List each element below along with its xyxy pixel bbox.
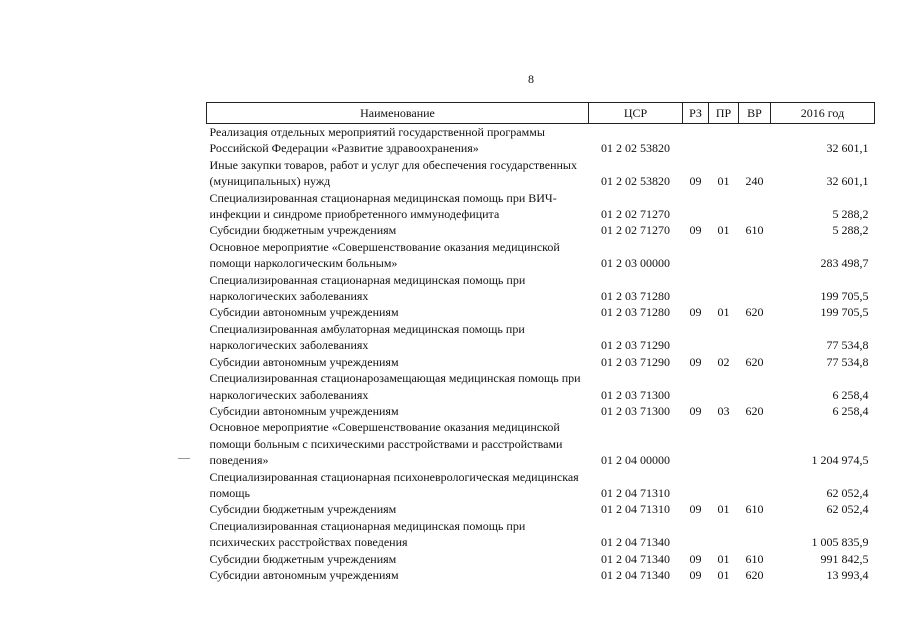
row-name: Специализированная стационарозамещающая медицинская помощь при наркологических заболеваниях [209,371,581,402]
row-vr: 610 [745,551,764,566]
row-pr [709,124,739,157]
row-pr [709,370,739,403]
row-pr [709,321,739,354]
table-row [207,239,875,272]
row-pr: 01 [717,567,730,582]
row-rz: 09 [689,305,702,320]
table-row [207,190,875,223]
row-name: Субсидии автономным учреждениям [209,403,399,418]
row-pr: 01 [717,174,730,189]
row-vr: 620 [745,354,764,369]
row-amount: 13 993,4 [826,567,869,582]
row-vr [739,469,771,502]
row-vr [739,518,771,551]
row-amount: 5 288,2 [832,223,869,238]
row-csr: 01 2 04 71340 [601,535,670,550]
row-rz: 09 [689,403,702,418]
row-amount: 1 005 835,9 [811,535,869,550]
header-pr: ПР [709,103,739,124]
table-row [207,419,875,468]
row-rz: 09 [689,223,702,238]
row-name: Субсидии бюджетным учреждениям [209,223,397,238]
header-csr: ЦСР [589,103,683,124]
row-csr: 01 2 03 71300 [601,403,670,418]
table-body [207,124,875,584]
row-csr: 01 2 02 53820 [601,141,670,156]
table-row [207,567,875,583]
row-csr: 01 2 02 53820 [601,174,670,189]
table-row [207,551,875,567]
row-vr [739,239,771,272]
row-csr: 01 2 02 71270 [601,207,670,222]
row-name: Специализированная стационарная психоневрологическая медицинская помощь [209,469,579,500]
budget-table [206,102,875,583]
table-row [207,304,875,320]
table-row [207,222,875,238]
row-amount: 1 204 974,5 [811,453,869,468]
row-amount: 199 705,5 [820,305,869,320]
row-amount: 5 288,2 [832,207,869,222]
row-csr: 01 2 02 71270 [601,223,670,238]
row-rz: 09 [689,567,702,582]
row-amount: 6 258,4 [832,387,869,402]
row-amount: 62 052,4 [826,502,869,517]
row-csr: 01 2 03 71280 [601,305,670,320]
row-vr [739,272,771,305]
row-vr [739,321,771,354]
row-vr [739,124,771,157]
row-name: Основное мероприятие «Совершенствование оказания медицинской помощи больным с психическими расстройствами и расстройствами поведения» [209,420,563,468]
header-year: 2016 год [771,103,875,124]
row-name: Субсидии автономным учреждениям [209,354,399,369]
row-rz: 09 [689,354,702,369]
row-name: Специализированная стационарная медицинская помощь при психических расстройствах поведения [209,518,526,550]
row-amount: 62 052,4 [826,485,869,500]
table-row [207,469,875,502]
row-csr: 01 2 04 00000 [601,453,670,468]
row-csr: 01 2 03 71280 [601,289,670,304]
row-csr: 01 2 03 00000 [601,256,670,271]
row-pr [709,419,739,468]
row-rz [683,124,709,157]
row-vr [739,419,771,468]
row-amount: 283 498,7 [820,256,869,271]
row-vr: 620 [745,403,764,418]
row-vr: 620 [745,567,764,582]
row-rz [683,370,709,403]
row-csr: 01 2 03 71290 [601,354,670,369]
row-rz: 09 [689,502,702,517]
row-csr: 01 2 04 71340 [601,551,670,566]
row-name: Специализированная стационарная медицинская помощь при наркологических заболеваниях [209,272,526,304]
row-pr: 01 [717,305,730,320]
row-name: Субсидии бюджетным учреждениям [209,551,397,566]
row-amount: 199 705,5 [820,289,869,304]
header-vr: ВР [739,103,771,124]
row-vr: 240 [745,174,764,189]
row-amount: 77 534,8 [826,338,869,353]
row-rz [683,518,709,551]
row-pr: 01 [717,223,730,238]
row-rz [683,190,709,223]
row-pr [709,469,739,502]
row-rz [683,321,709,354]
row-rz [683,419,709,468]
table-row [207,124,875,157]
row-csr: 01 2 03 71290 [601,338,670,353]
row-rz: 09 [689,174,702,189]
table-row [207,354,875,370]
row-amount: 32 601,1 [826,174,869,189]
row-pr [709,239,739,272]
row-csr: 01 2 04 71340 [601,567,670,582]
table-row [207,403,875,419]
row-csr: 01 2 03 71300 [601,387,670,402]
table-row [207,370,875,403]
row-vr: 610 [745,223,764,238]
row-pr: 02 [717,354,730,369]
row-rz [683,272,709,305]
table-row [207,157,875,190]
table-row [207,518,875,551]
row-vr [739,370,771,403]
row-name: Субсидии бюджетным учреждениям [209,502,397,517]
row-csr: 01 2 04 71310 [601,485,670,500]
table-header [207,103,875,124]
header-name: Наименование [207,103,589,124]
margin-mark [178,458,190,459]
table-row [207,272,875,305]
row-name: Иные закупки товаров, работ и услуг для обеспечения государственных (муниципальных) нужд [209,157,577,189]
row-amount: 991 842,5 [820,551,869,566]
row-name: Субсидии автономным учреждениям [209,567,399,582]
row-vr: 610 [745,502,764,517]
table-row [207,321,875,354]
row-pr: 01 [717,502,730,517]
page-number: 8 [528,72,534,86]
row-name: Основное мероприятие «Совершенствование оказания медицинской помощи наркологическим больным» [209,239,560,271]
row-pr [709,190,739,223]
row-amount: 32 601,1 [826,141,869,156]
row-csr: 01 2 04 71310 [601,502,670,517]
row-rz [683,239,709,272]
row-name: Специализированная стационарная медицинская помощь при ВИЧ-инфекции и синдроме приобретенного иммунодефицита [209,190,557,222]
row-name: Реализация отдельных мероприятий государственной программы Российской Федерации «Развитие здравоохранения» [209,125,545,156]
row-amount: 77 534,8 [826,354,869,369]
row-rz: 09 [689,551,702,566]
row-pr: 01 [717,551,730,566]
row-pr: 03 [717,403,730,418]
row-pr [709,518,739,551]
row-amount: 6 258,4 [832,403,869,418]
row-vr [739,190,771,223]
row-vr: 620 [745,305,764,320]
row-pr [709,272,739,305]
table-row [207,501,875,517]
row-rz [683,469,709,502]
row-name: Субсидии автономным учреждениям [209,305,399,320]
header-row [207,103,875,124]
row-name: Специализированная амбулаторная медицинская помощь при наркологических заболеваниях [209,321,525,353]
header-rz: РЗ [683,103,709,124]
